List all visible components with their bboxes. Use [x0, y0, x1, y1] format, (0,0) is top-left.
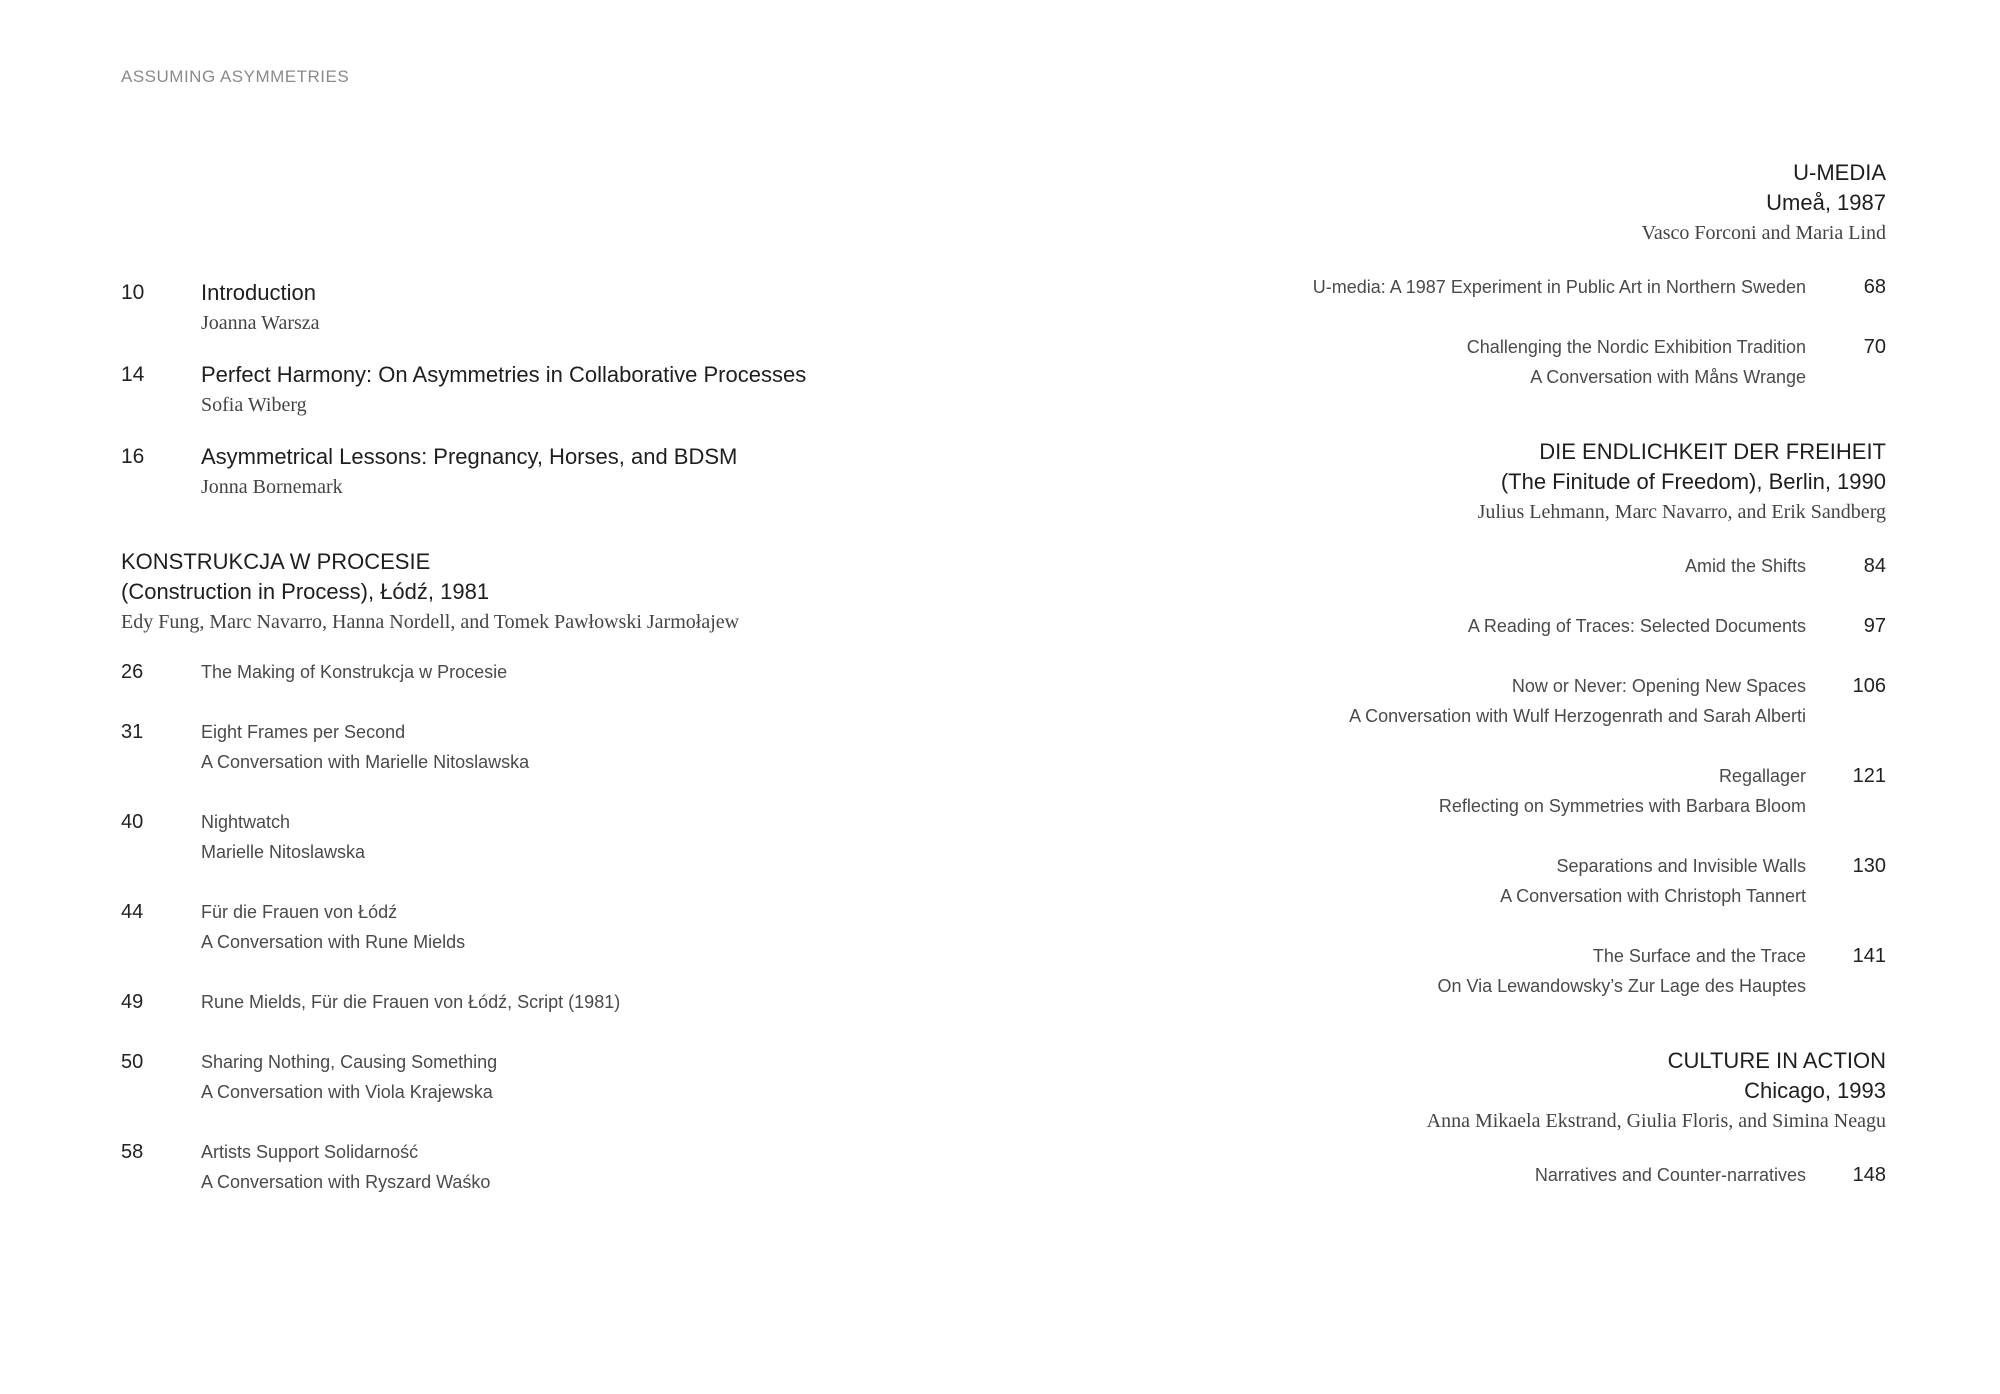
- entry-subtitle: On Via Lewandowsky’s Zur Lage des Hauptes: [1437, 976, 1806, 996]
- toc-entry[interactable]: [986, 851, 1886, 911]
- toc-entry[interactable]: [121, 897, 921, 957]
- page-number: 40: [121, 811, 144, 833]
- entry-title: Regallager: [1718, 766, 1806, 786]
- entry-title: Eight Frames per Second: [201, 722, 406, 742]
- entry-title: Sharing Nothing, Causing Something: [201, 1052, 498, 1072]
- section-subtitle: Umeå, 1987: [1766, 190, 1886, 215]
- entry-title: U-media: A 1987 Experiment in Public Art in Northern Sweden: [1312, 277, 1806, 297]
- essay-author: Joanna Warsza: [201, 312, 320, 334]
- entry-subtitle: A Conversation with Ryszard Waśko: [201, 1172, 491, 1192]
- page-number: 68: [1863, 276, 1886, 298]
- toc-entry[interactable]: [121, 807, 921, 867]
- toc-entry[interactable]: [121, 987, 921, 1017]
- page-number: 14: [121, 363, 145, 386]
- toc-entry[interactable]: [986, 761, 1886, 821]
- page-number: 130: [1852, 855, 1886, 877]
- entry-title: Now or Never: Opening New Spaces: [1511, 676, 1806, 696]
- entry-subtitle: A Conversation with Viola Krajewska: [201, 1082, 493, 1102]
- page-number: 148: [1852, 1164, 1886, 1186]
- entry-subtitle: A Conversation with Christoph Tannert: [1500, 886, 1806, 906]
- section-title: CULTURE IN ACTION: [1667, 1048, 1886, 1073]
- entry-title: Nightwatch: [201, 812, 291, 832]
- toc-entry[interactable]: [986, 332, 1886, 392]
- entry-subtitle: A Conversation with Rune Mields: [201, 932, 466, 952]
- entry-title: The Surface and the Trace: [1592, 946, 1806, 966]
- toc-essay[interactable]: [121, 360, 921, 420]
- section-culture-in-action: [986, 1046, 1886, 1190]
- entry-title: A Reading of Traces: Selected Documents: [1467, 616, 1806, 636]
- essay-title: Introduction: [201, 280, 316, 305]
- section-subtitle: (The Finitude of Freedom), Berlin, 1990: [1500, 469, 1886, 494]
- entry-title: The Making of Konstrukcja w Procesie: [201, 662, 508, 682]
- toc-essay[interactable]: [121, 442, 921, 502]
- section-konstrukcja: [121, 547, 921, 1197]
- page-number: 106: [1852, 675, 1886, 697]
- page-number: 58: [121, 1141, 144, 1163]
- toc-entry[interactable]: [986, 1160, 1886, 1190]
- section-authors: Vasco Forconi and Maria Lind: [1641, 222, 1886, 244]
- page-number: 44: [121, 901, 144, 923]
- entry-subtitle: A Conversation with Marielle Nitoslawska: [201, 752, 530, 772]
- essay-author: Jonna Bornemark: [201, 476, 343, 498]
- entry-subtitle: Marielle Nitoslawska: [201, 842, 366, 862]
- entry-title: Challenging the Nordic Exhibition Tradition: [1466, 337, 1806, 357]
- running-head: ASSUMING ASYMMETRIES: [121, 67, 350, 86]
- section-title: DIE ENDLICHKEIT DER FREIHEIT: [1539, 439, 1886, 464]
- section-title: U-MEDIA: [1793, 160, 1886, 185]
- toc-entry[interactable]: [986, 941, 1886, 1001]
- toc-entry[interactable]: [121, 1137, 921, 1197]
- entry-title: Rune Mields, Für die Frauen von Łódź, Script (1981): [201, 992, 621, 1012]
- section-subtitle: Chicago, 1993: [1744, 1078, 1886, 1103]
- page-number: 121: [1852, 765, 1886, 787]
- toc-entry[interactable]: [986, 272, 1886, 302]
- page-number: 49: [121, 991, 144, 1013]
- section-authors: Edy Fung, Marc Navarro, Hanna Nordell, and Tomek Pawłowski Jarmołajew: [121, 611, 740, 633]
- toc-left-column: [121, 278, 921, 1197]
- page-number: 84: [1863, 555, 1886, 577]
- section-endlichkeit: [986, 437, 1886, 1001]
- page-number: 97: [1863, 615, 1886, 637]
- toc-entry[interactable]: [986, 671, 1886, 731]
- entry-title: Separations and Invisible Walls: [1556, 856, 1806, 876]
- toc-entry[interactable]: [986, 551, 1886, 581]
- page-number: 70: [1863, 336, 1886, 358]
- toc-essay[interactable]: [121, 278, 921, 338]
- toc-entry[interactable]: [121, 1047, 921, 1107]
- entry-subtitle: Reflecting on Symmetries with Barbara Bloom: [1438, 796, 1806, 816]
- page-number: 26: [121, 661, 144, 683]
- entry-title: Für die Frauen von Łódź: [201, 902, 398, 922]
- section-authors: Anna Mikaela Ekstrand, Giulia Floris, and Simina Neagu: [1426, 1110, 1886, 1132]
- essay-title: Asymmetrical Lessons: Pregnancy, Horses, and BDSM: [201, 444, 738, 469]
- page-number: 141: [1852, 945, 1886, 967]
- page-number: 10: [121, 281, 145, 304]
- section-u-media: [986, 158, 1886, 392]
- toc-entry[interactable]: [986, 611, 1886, 641]
- entry-title: Artists Support Solidarność: [201, 1142, 419, 1162]
- toc-entry[interactable]: [121, 657, 921, 687]
- entry-subtitle: A Conversation with Måns Wrange: [1530, 367, 1806, 387]
- section-title: KONSTRUKCJA W PROCESIE: [121, 549, 431, 574]
- entry-subtitle: A Conversation with Wulf Herzogenrath and Sarah Alberti: [1349, 706, 1806, 726]
- toc-entry[interactable]: [121, 717, 921, 777]
- entry-title: Amid the Shifts: [1684, 556, 1806, 576]
- section-authors: Julius Lehmann, Marc Navarro, and Erik Sandberg: [1477, 501, 1886, 523]
- entry-title: Narratives and Counter-narratives: [1534, 1165, 1806, 1185]
- page-number: 31: [121, 721, 144, 743]
- essay-title: Perfect Harmony: On Asymmetries in Collaborative Processes: [201, 362, 807, 387]
- page-number: 50: [121, 1051, 144, 1073]
- toc-right-column: [986, 158, 1886, 1190]
- essay-author: Sofia Wiberg: [201, 394, 307, 416]
- section-subtitle: (Construction in Process), Łódź, 1981: [121, 579, 490, 604]
- page-number: 16: [121, 445, 145, 468]
